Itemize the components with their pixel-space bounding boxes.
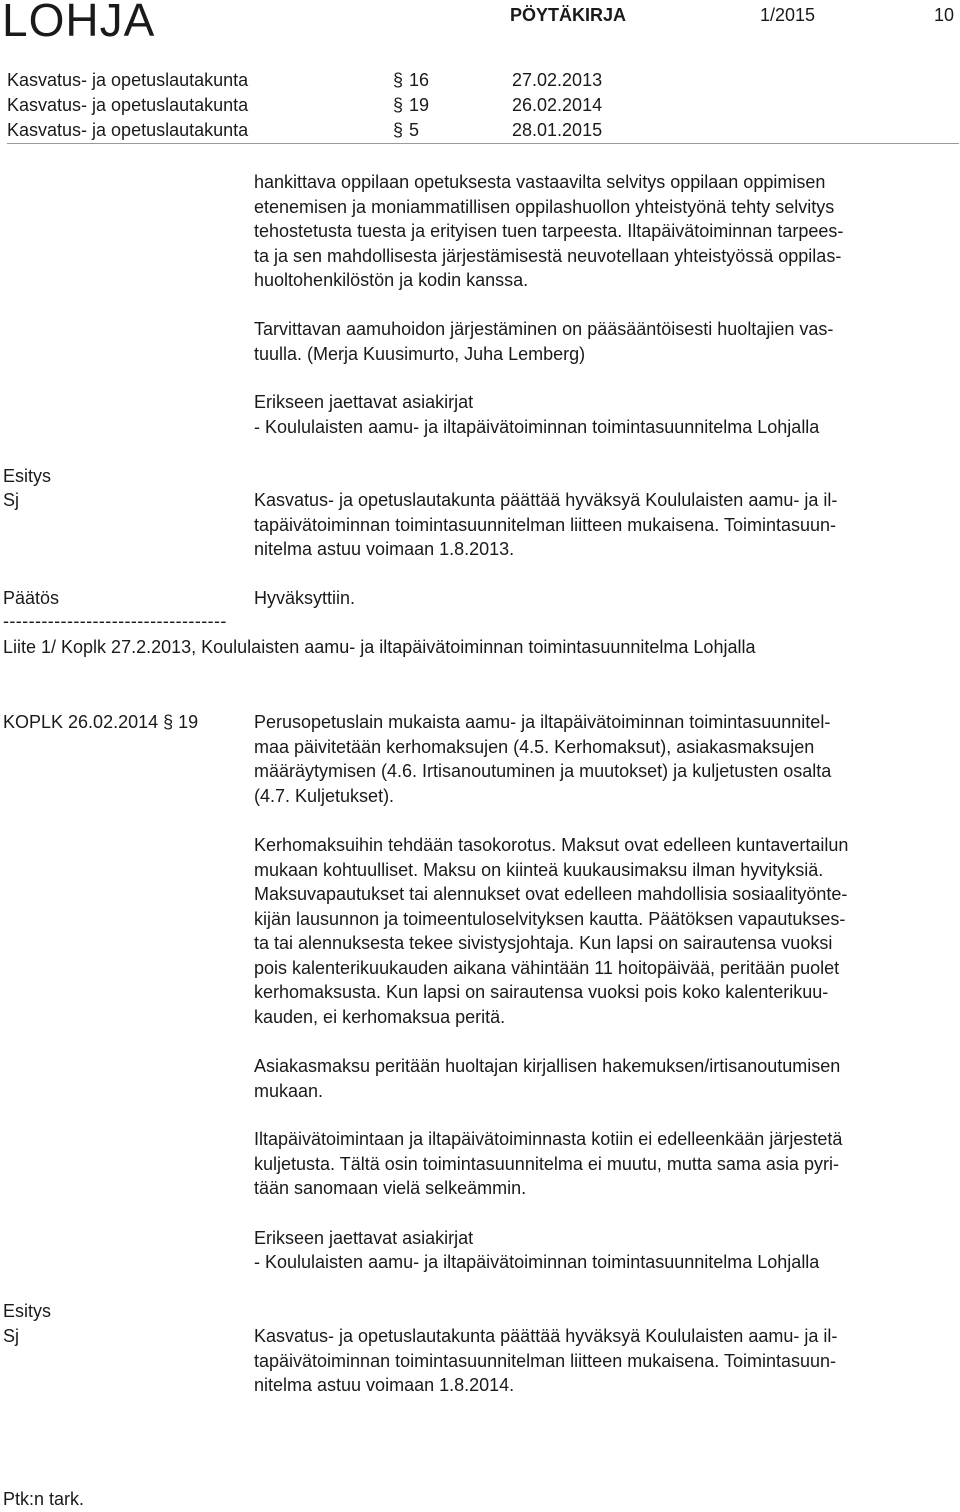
document-type: PÖYTÄKIRJA [510, 5, 627, 25]
proposal-label: Esitys [3, 1301, 52, 1321]
section-number: 16 [409, 70, 430, 90]
presenter-label: Sj [3, 1326, 20, 1346]
meeting-reference-row [7, 93, 959, 118]
separator-line: ----------------------------------- [3, 611, 227, 631]
meeting-reference-row [7, 118, 959, 143]
attachment-item: - Koululaisten aamu- ja iltapäivätoiminnan toimintasuunnitelma Lohjalla [254, 417, 820, 437]
attachments-heading: Erikseen jaettavat asiakirjat [254, 1228, 474, 1248]
board-name: Kasvatus- ja opetuslautakunta [7, 120, 249, 140]
body-paragraph: Tarvittavan aamuhoidon järjestäminen on pääsääntöisesti huoltajien vas- tuulla. (Merja Kuusimurto, Juha Lemberg) [254, 319, 834, 364]
section-number: 5 [409, 120, 420, 140]
proposal-label: Esitys [3, 466, 52, 486]
appendix-reference: Liite 1/ Koplk 27.2.2013, Koululaisten aamu- ja iltapäivätoiminnan toimintasuunnitelma Lohjalla [3, 637, 756, 657]
section-number: 19 [409, 95, 430, 115]
meeting-date: 26.02.2014 [512, 95, 603, 115]
page-number: 10 [934, 5, 955, 25]
body-paragraph: Kerhomaksuihin tehdään tasokorotus. Maksut ovat edelleen kuntavertailun mukaan kohtuulliset. Maksu on kiinteä kuukausimaksu ilman hyvityksiä. Maksuvapautukset tai alennukset ovat edelleen mahdollisia sosiaalityönte- kijän lausunnon ja toimeentuloselvityksen kautta. Päätöksen vapautukses- ta tai alennuksesta tekee sivistysjohtaja. Kun lapsi on sairautensa vuoksi pois kalenterikuukauden aikana vähintään 11 hoitopäivää, peritään puolet kerhomaksusta. Kun lapsi on sairautensa vuoksi pois koko kalenterikuu- kauden, ei kerhomaksua peritä. [254, 835, 849, 1027]
attachments-heading: Erikseen jaettavat asiakirjat [254, 392, 474, 412]
board-name: Kasvatus- ja opetuslautakunta [7, 95, 249, 115]
presenter-label: Sj [3, 490, 20, 510]
body-paragraph: Iltapäivätoimintaan ja iltapäivätoiminnasta kotiin ei edelleenkään järjestetä kuljetusta. Tältä osin toimintasuunnitelma ei muutu, mutta sama asia pyri- tään sanomaan vielä selkeämmin. [254, 1129, 843, 1198]
section-sign: § [393, 95, 404, 115]
board-name: Kasvatus- ja opetuslautakunta [7, 70, 249, 90]
decision-label: Päätös [3, 588, 60, 608]
meeting-reference-row [7, 68, 959, 93]
decision-text: Hyväksyttiin. [254, 588, 356, 608]
meeting-date: 27.02.2013 [512, 70, 603, 90]
city-logo: LOHJA [2, 0, 156, 46]
proposal-text: Kasvatus- ja opetuslautakunta päättää hyväksyä Koululaisten aamu- ja il- tapäivätoiminnan toimintasuunnitelman liitteen mukaisena. Toimintasuun- nitelma astuu voimaan 1.8.2013. [254, 490, 838, 559]
meeting-references [7, 68, 959, 144]
section-sign: § [393, 70, 404, 90]
section-sign: § [393, 120, 404, 140]
body-paragraph: Perusopetuslain mukaista aamu- ja iltapäivätoiminnan toimintasuunnitel- maa päivitetään kerhomaksujen (4.5. Kerhomaksut), asiakasmaksujen määräytymisen (4.6. Irtisanoutuminen ja muutokset) ja kuljetusten osalta (4.7. Kuljetukset). [254, 712, 832, 806]
meeting-section-reference: KOPLK 26.02.2014 § 19 [3, 712, 199, 732]
meeting-date: 28.01.2015 [512, 120, 603, 140]
body-paragraph: hankittava oppilaan opetuksesta vastaavilta selvitys oppilaan oppimisen etenemisen ja moniammatillisen oppilashuollon yhteistyönä tehty selvitys tehostetusta tuesta ja erityisen tuen tarpeesta. Iltapäivätoiminnan tarpees- ta ja sen mahdollisesta järjestämisestä neuvotellaan yhteistyössä oppilas- huoltohenkilöstön ja kodin kanssa. [254, 172, 844, 290]
proposal-text: Kasvatus- ja opetuslautakunta päättää hyväksyä Koululaisten aamu- ja il- tapäivätoiminnan toimintasuunnitelman liitteen mukaisena. Toimintasuun- nitelma astuu voimaan 1.8.2014. [254, 1326, 838, 1395]
footer-continued: Ptk:n tark. [3, 1489, 85, 1509]
body-paragraph: Asiakasmaksu peritään huoltajan kirjallisen hakemuksen/irtisanoutumisen mukaan. [254, 1056, 841, 1101]
attachment-item: - Koululaisten aamu- ja iltapäivätoiminnan toimintasuunnitelma Lohjalla [254, 1252, 820, 1272]
document-number: 1/2015 [760, 5, 816, 25]
